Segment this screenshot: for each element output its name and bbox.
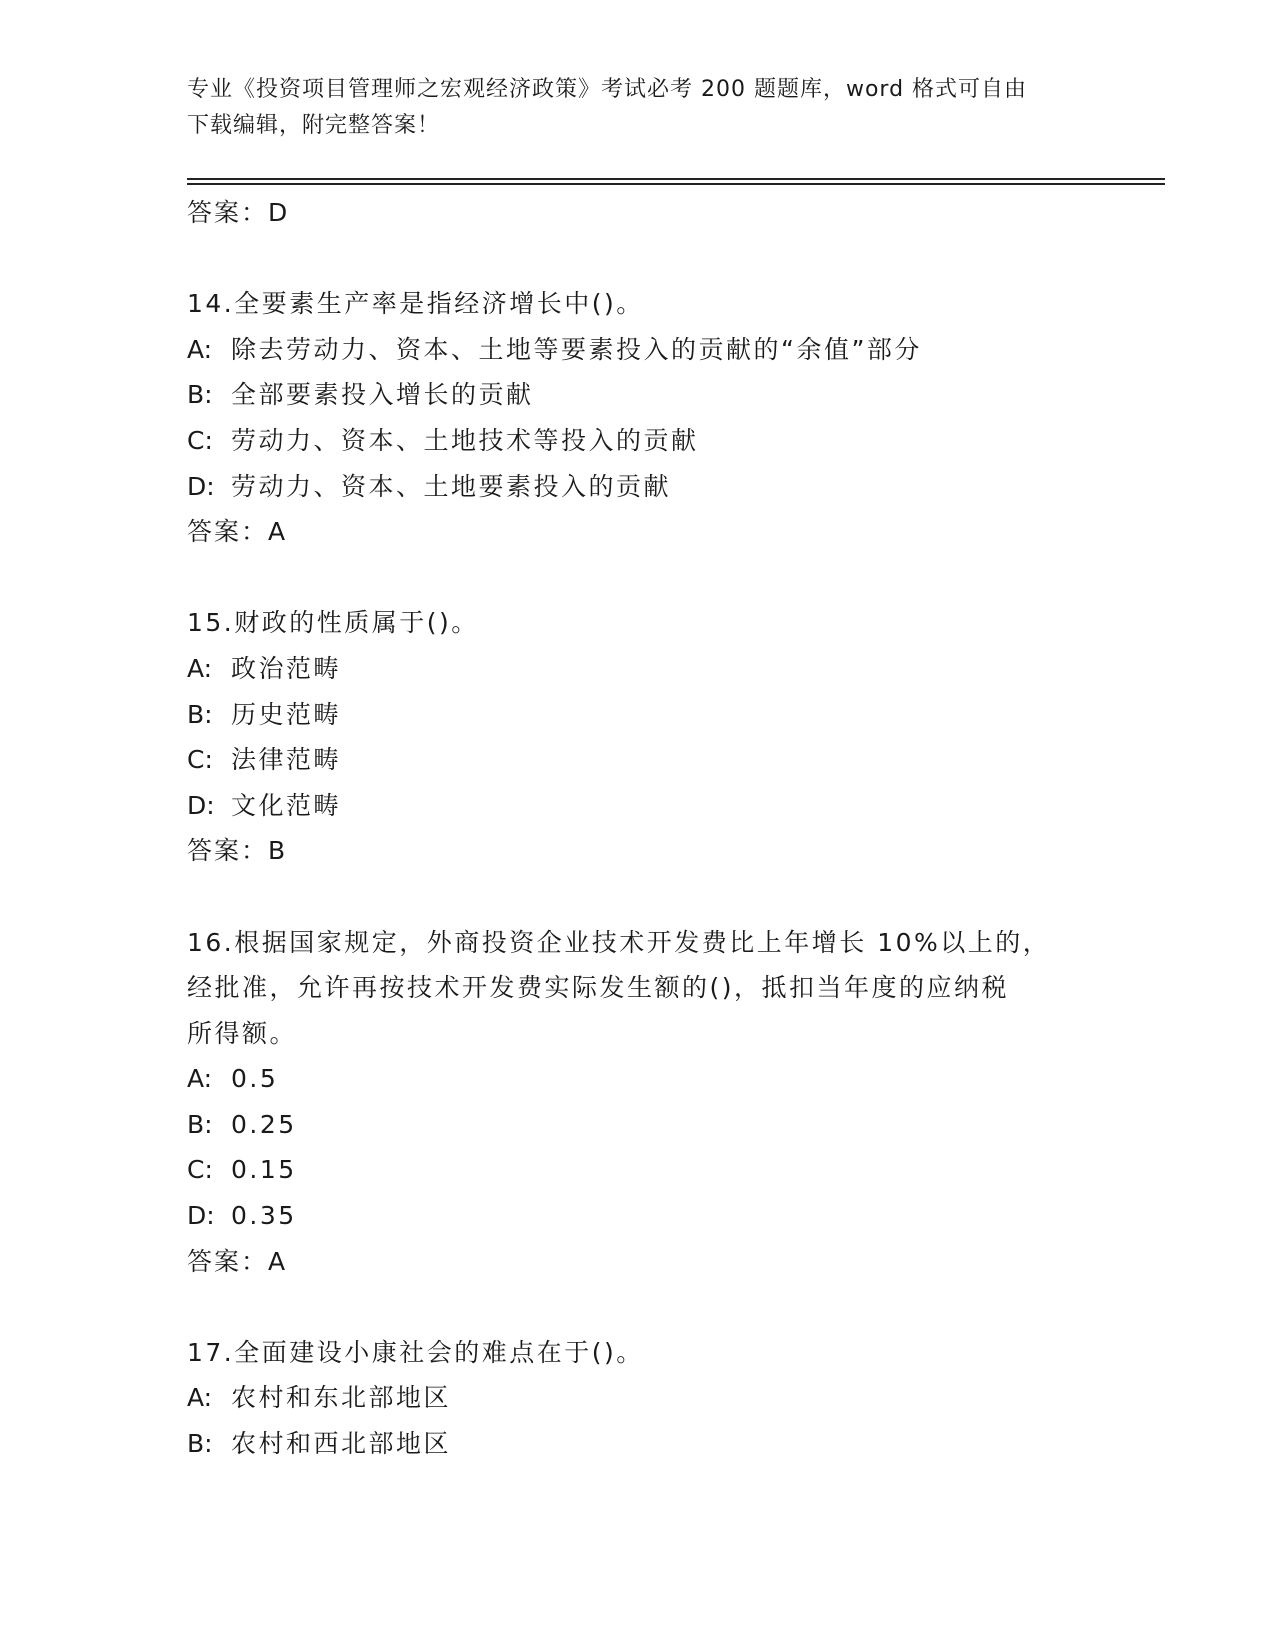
- option-key: B:: [187, 380, 213, 410]
- answer-line: 答案：D: [187, 198, 290, 227]
- option-key: B:: [187, 699, 213, 729]
- question-block: [187, 1330, 1087, 1467]
- option-key: A:: [187, 1383, 213, 1413]
- option-line: [187, 1375, 1087, 1421]
- question-stem: 15.财政的性质属于()。: [187, 608, 479, 638]
- option-key: D:: [187, 790, 215, 820]
- option-text: 劳动力、资本、土地技术等投入的贡献: [231, 425, 699, 455]
- option-line: [187, 646, 1087, 692]
- option-text: 农村和东北部地区: [231, 1383, 452, 1413]
- option-text: 政治范畴: [231, 653, 342, 683]
- spacer: [187, 1284, 1087, 1330]
- question-block: [187, 281, 1087, 555]
- option-text: 农村和西北部地区: [231, 1429, 452, 1459]
- answer-line: 答案：A: [187, 517, 288, 547]
- question-stem: 17.全面建设小康社会的难点在于()。: [187, 1337, 644, 1367]
- option-text: 劳动力、资本、土地要素投入的贡献: [231, 471, 672, 501]
- option-text: 历史范畴: [231, 699, 342, 729]
- option-line: [187, 1056, 1087, 1102]
- option-text: 法律范畴: [231, 745, 342, 775]
- header-line-2: 下载编辑，附完整答案！: [187, 113, 441, 138]
- option-key: A:: [187, 334, 213, 364]
- option-key: C:: [187, 745, 213, 775]
- spacer: [187, 874, 1087, 920]
- question-stem: 所得额。: [187, 1018, 298, 1048]
- option-line: [187, 327, 1087, 373]
- spacer: [187, 236, 1087, 282]
- option-text: 0.25: [231, 1109, 297, 1139]
- option-line: [187, 418, 1087, 464]
- option-key: D:: [187, 471, 215, 501]
- option-key: A:: [187, 1064, 213, 1094]
- option-line: [187, 1147, 1087, 1193]
- option-text: 0.5: [231, 1064, 279, 1094]
- option-line: [187, 1193, 1087, 1239]
- option-key: C:: [187, 425, 213, 455]
- option-line: [187, 692, 1087, 738]
- option-line: [187, 464, 1087, 510]
- option-key: B:: [187, 1109, 213, 1139]
- option-text: 0.35: [231, 1201, 297, 1231]
- question-block: [187, 600, 1087, 874]
- header-rule-bottom: [187, 183, 1165, 185]
- answer-line: 答案：A: [187, 1246, 288, 1276]
- option-line: [187, 783, 1087, 829]
- question-block: [187, 920, 1087, 1285]
- spacer: [187, 555, 1087, 601]
- header-line-1: 专业《投资项目管理师之宏观经济政策》考试必考 200 题题库，word 格式可自由: [187, 77, 1028, 102]
- option-line: [187, 737, 1087, 783]
- option-key: B:: [187, 1429, 213, 1459]
- option-key: C:: [187, 1155, 213, 1185]
- option-line: [187, 1102, 1087, 1148]
- option-text: 文化范畴: [231, 790, 342, 820]
- option-text: 除去劳动力、资本、土地等要素投入的贡献的“余值”部分: [231, 334, 922, 364]
- option-key: A:: [187, 653, 213, 683]
- question-stem: 14.全要素生产率是指经济增长中()。: [187, 289, 644, 319]
- document-header: [187, 72, 1087, 144]
- answer-line: 答案：B: [187, 836, 288, 866]
- option-line: [187, 372, 1087, 418]
- option-key: D:: [187, 1201, 215, 1231]
- question-list: [187, 190, 1087, 1467]
- header-rule-top: [187, 178, 1165, 180]
- option-text: 全部要素投入增长的贡献: [231, 380, 534, 410]
- question-stem: 16.根据国家规定，外商投资企业技术开发费比上年增长 10%以上的，: [187, 927, 1051, 957]
- option-text: 0.15: [231, 1155, 297, 1185]
- option-line: [187, 1421, 1087, 1467]
- question-stem: 经批准，允许再按技术开发费实际发生额的()，抵扣当年度的应纳税: [187, 973, 1010, 1003]
